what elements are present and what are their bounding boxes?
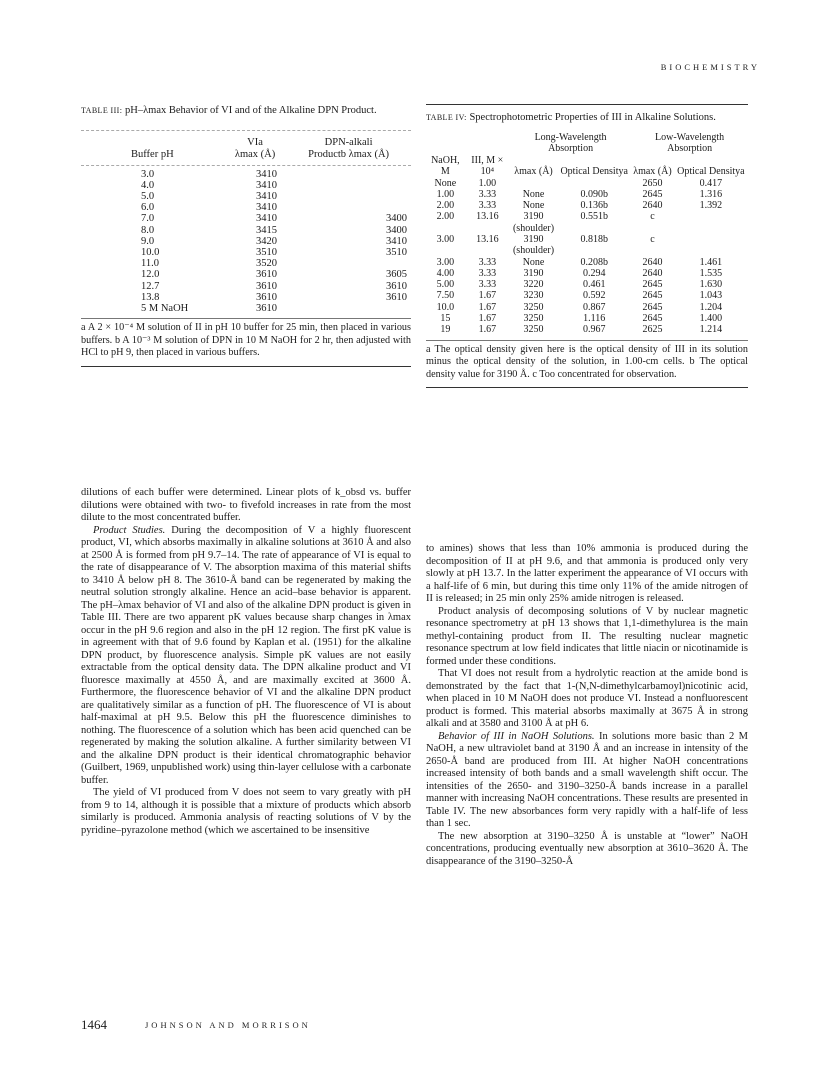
dpn-lambda-cell: 3605 (386, 269, 407, 281)
low-od-cell: 1.535 (699, 267, 723, 279)
low-lambda-cell (631, 223, 673, 234)
vi-lambda-cell: 3610 (256, 269, 277, 281)
table-row (426, 257, 748, 268)
iii-cell: 1.67 (478, 301, 497, 313)
table-row (426, 200, 748, 211)
table-row (81, 247, 411, 258)
vi-lambda-cell: 3410 (256, 179, 277, 191)
table-row (426, 268, 748, 279)
table-row (426, 211, 748, 222)
text-column-right (426, 543, 748, 868)
long-lambda-cell: 3190 (523, 211, 544, 223)
table-3-body (81, 169, 411, 315)
iii-cell: 1.67 (478, 324, 497, 336)
naoh-cell: 10.0 (436, 301, 455, 313)
table-4-footnote: a The optical density given here is the optical density of III in its solution minus the optical density of the solution, in 1.00-cm cells. b The optical density value for 3190 Å. c Too concentrated for observation. (426, 343, 748, 380)
dpn-lambda-cell: 3410 (386, 235, 407, 247)
low-od-cell (674, 234, 748, 245)
long-lambda-cell: 3190 (523, 233, 544, 245)
low-lambda-cell: 2640 (642, 200, 663, 212)
long-lambda-cell: 3250 (523, 313, 544, 325)
long-od-cell: 0.136b (580, 200, 608, 212)
naoh-cell: 2.00 (436, 200, 455, 212)
dpn-lambda-cell: 3400 (386, 213, 407, 225)
vi-lambda-cell: 3610 (256, 302, 277, 314)
vi-lambda-cell: 3510 (256, 246, 277, 258)
buffer-ph-cell: 13.8 (141, 291, 160, 303)
table-row (426, 234, 748, 245)
buffer-ph-cell: 5 M NaOH (141, 302, 189, 314)
buffer-ph-cell: 5.0 (141, 190, 155, 202)
naoh-cell: 3.00 (436, 233, 455, 245)
low-od-cell: 1.316 (699, 188, 723, 200)
long-od-cell: 0.090b (580, 188, 608, 200)
iii-cell: 13.16 (476, 233, 499, 245)
buffer-ph-cell: 4.0 (141, 179, 155, 191)
paragraph: dilutions of each buffer were determined. Linear plots of k_obsd vs. buffer dilutions were obtained with two- to fivefold increases in rate from the most dilute to the most concentrated buffer. (81, 487, 411, 523)
paragraph-text: In solutions more basic than 2 M NaOH, a new ultraviolet band at 3190 Å and an increase in intensity of the 2650-Å band are produced from III. At higher NaOH concentrations increased intensity of both bands and a small wavelength shift occur. The intensities of the 2650- and 3190–3250-Å bands increase in a parallel manner with increasing NaOH concentrations. These results are presented in Table IV. The new absorbances form very rapidly with a half-life of less than 1 sec. (426, 730, 748, 829)
table-4-label: TABLE IV: (426, 113, 467, 122)
table-row (81, 180, 411, 191)
long-lambda-cell: 3250 (523, 324, 544, 336)
table-4-title: Spectrophotometric Properties of III in Alkaline Solutions. (469, 112, 716, 123)
dpn-lambda-cell (341, 191, 411, 202)
table-row (81, 292, 411, 303)
col-od2: Optical Densitya (677, 166, 745, 177)
table-3-block (81, 104, 411, 367)
low-od-cell: 1.214 (699, 324, 723, 336)
col-lmax2: λmax (Å) (633, 166, 672, 177)
dpn-lambda-cell: 3610 (386, 291, 407, 303)
paragraph: That VI does not result from a hydrolytic reaction at the amide bond is demonstrated by the fact that 1-(N,N-dimethylcarbamoyl)nicotinic acid, when placed in 10 M NaOH does not produce VI. Instead a nonfluorescent product is formed. This material absorbs maximally at 3675 Å in strong alkali and at 3580 and 3100 Å at pH 6. (426, 668, 748, 729)
low-lambda-cell: 2650 (642, 177, 663, 189)
table-row (426, 290, 748, 301)
table-4-body (426, 178, 748, 336)
long-lambda-cell: None (522, 200, 545, 212)
buffer-ph-cell: 11.0 (141, 258, 159, 270)
dpn-lambda-cell (341, 303, 411, 314)
low-lambda-cell: 2645 (642, 301, 663, 313)
low-lambda-cell: 2645 (642, 188, 663, 200)
long-od-cell: 0.461 (582, 279, 606, 291)
iii-cell: 1.00 (478, 177, 497, 189)
table-row (81, 225, 411, 236)
iii-cell: 3.33 (478, 279, 497, 291)
low-lambda-cell: 2640 (642, 267, 663, 279)
low-lambda-cell: 2645 (642, 290, 663, 302)
long-lambda-cell: 3220 (523, 279, 544, 291)
col-dpn-sub: Productb λmax (Å) (308, 148, 390, 160)
table-3-title: pH–λmax Behavior of VI and of the Alkaline DPN Product. (124, 105, 377, 116)
long-od-cell (557, 178, 631, 189)
table-row (81, 202, 411, 213)
table-row (81, 191, 411, 202)
table-row (81, 303, 411, 314)
dpn-lambda-cell: 3400 (386, 224, 407, 236)
long-lambda-cell: 3250 (523, 301, 544, 313)
low-lambda-cell: 2645 (642, 313, 663, 325)
long-od-cell (557, 223, 631, 234)
table-row (426, 245, 748, 256)
iii-cell: 3.33 (478, 256, 497, 268)
long-lambda-cell: 3190 (523, 267, 544, 279)
iii-cell: 3.33 (478, 267, 497, 279)
dpn-lambda-cell (341, 258, 411, 269)
table-row (426, 279, 748, 290)
naoh-cell: 3.00 (436, 256, 455, 268)
buffer-ph-cell: 7.0 (141, 213, 155, 225)
col-vi-sub: λmax (Å) (234, 148, 276, 160)
paragraph-text: During the decomposition of V a highly fluorescent product, VI, which absorbs maximally in alkaline solutions at 3610 Å and also at 2500 Å is formed from pH 9.7–14. The rate of appearance of VI is equal to the rate of disappearance of V. The absorption maxima of this material shifts to 3410 Å below pH 8. The 3610-Å band can be regenerated by making the neutral solution strongly alkaline. Hence an acid–base behavior is apparent. The pH–λmax behavior of VI and also of the alkaline DPN product is given in Table III. There are two apparent pK values because sharp changes in λmax occur in the pH 9.6 region and also in the pH 12 region. The first pK value is in agreement with that of 9.6 found by Kaplan et al. (1951) for the alkaline DPN product, by fluorescence analysis. Simple pK values are not easily extractable from the optical density data. The DPN alkaline product and VI fluoresce maximally at 4550 Å, and are maximally excited at 3600 Å. Furthermore, the fluorescence behavior of VI and the alkaline DPN product are qualitatively similar as a function of pH. The fluorescence of VI is about half-maximal at pH 9.5. Below this pH the fluorescence diminishes to nothing. The fluorescence of a solution which has been acid quenched can be regenerated by making the solution alkaline. A further similarity between VI and the alkaline DPN product is their identical chromatographic behavior (Guilbert, 1969, unpublished work) using thin-layer cellulose with a carbonate buffer. (81, 524, 411, 786)
section-heading: Behavior of III in NaOH Solutions. (438, 730, 595, 742)
low-od-cell: 1.204 (699, 301, 723, 313)
vi-lambda-cell: 3415 (256, 224, 277, 236)
low-od-cell: 0.417 (699, 177, 723, 189)
low-od-cell (674, 245, 748, 256)
table-3-footnote: a A 2 × 10⁻⁴ M solution of II in pH 10 buffer for 25 min, then placed in various buffers. b A 10⁻³ M solution of DPN in 10 M NaOH for 2 hr, then adjusted with HCl to pH 9, then placed in various buffers. (81, 322, 411, 359)
dpn-lambda-cell: 3610 (386, 280, 407, 292)
table-3 (81, 137, 411, 161)
vi-lambda-cell: 3420 (256, 235, 277, 247)
buffer-ph-cell: 10.0 (141, 246, 160, 258)
long-lambda-cell: (shoulder) (512, 222, 555, 234)
buffer-ph-cell: 8.0 (141, 224, 155, 236)
naoh-cell: 5.00 (436, 279, 455, 291)
table-row (426, 324, 748, 335)
table-row (81, 258, 411, 269)
naoh-cell (426, 245, 465, 256)
paragraph: The new absorption at 3190–3250 Å is unstable at “lower” NaOH concentrations, producing eventually new absorption at 3610–3620 Å. The disappearance of the 3190–3250-Å (426, 830, 748, 867)
long-od-cell: 0.592 (582, 290, 606, 302)
col-buffer: Buffer pH (131, 148, 174, 160)
low-lambda-cell: 2645 (642, 279, 663, 291)
long-lambda-cell (510, 178, 557, 189)
naoh-cell: 4.00 (436, 267, 455, 279)
buffer-ph-cell: 12.7 (141, 280, 160, 292)
buffer-ph-cell: 9.0 (141, 235, 155, 247)
dpn-lambda-cell (341, 169, 411, 180)
buffer-ph-cell: 6.0 (141, 202, 155, 214)
group-low: Low-Wavelength Absorption (655, 131, 725, 154)
table-row (81, 236, 411, 247)
running-footer: JOHNSON AND MORRISON (145, 1020, 311, 1030)
table-row (426, 189, 748, 200)
low-lambda-cell: 2625 (642, 324, 663, 336)
iii-cell (465, 245, 510, 256)
dpn-lambda-cell: 3510 (386, 246, 407, 258)
long-od-cell: 1.116 (583, 313, 606, 325)
long-lambda-cell: 3230 (523, 290, 544, 302)
table-row (81, 213, 411, 224)
iii-cell: 1.67 (478, 290, 497, 302)
iii-cell: 1.67 (478, 313, 497, 325)
dpn-lambda-cell (341, 202, 411, 213)
table-3-caption (81, 104, 411, 118)
dpn-lambda-cell (341, 180, 411, 191)
paragraph (426, 731, 748, 831)
paragraph: Product analysis of decomposing solutions of V by nuclear magnetic resonance spectrometry at pH 13 shows that 1,1-dimethylurea is the main methyl-containing product from II. The resulting nuclear magnetic resonance spectrum at low field indicates that little niacin or nicotinamide is formed under these conditions. (426, 605, 748, 667)
vi-lambda-cell: 3410 (256, 190, 277, 202)
buffer-ph-cell: 3.0 (141, 168, 155, 180)
table-3-label: TABLE III: (81, 106, 123, 115)
vi-lambda-cell: 3410 (256, 202, 277, 214)
col-od: Optical Densitya (560, 166, 628, 177)
low-od-cell: 1.630 (699, 279, 723, 291)
table-row (426, 178, 748, 189)
iii-cell (465, 223, 510, 234)
col-lmax: λmax (Å) (514, 166, 553, 177)
long-od-cell: 0.967 (582, 324, 606, 336)
table-4-caption (426, 111, 748, 125)
low-lambda-cell: c (650, 233, 655, 245)
journal-name: BIOCHEMISTRY (660, 62, 760, 72)
section-heading: Product Studies. (93, 524, 166, 536)
iii-cell: 3.33 (478, 188, 497, 200)
low-od-cell (674, 211, 748, 222)
vi-lambda-cell: 3610 (256, 291, 277, 303)
table-row (81, 169, 411, 180)
naoh-cell: 1.00 (436, 188, 455, 200)
group-long: Long-Wavelength Absorption (534, 131, 607, 154)
long-od-cell: 0.208b (580, 256, 608, 268)
long-lambda-cell: None (522, 188, 545, 200)
vi-lambda-cell: 3520 (256, 258, 277, 270)
naoh-cell: 19 (440, 324, 451, 336)
paragraph: to amines) shows that less than 10% ammonia is produced during the decomposition of II at pH 9.6, and that ammonia is produced only very slowly at pH 13.7. In the latter experiment the appearance of VI occurs with a half-life of 6 min, but during this time only 11% of the amide nitrogen of II is released; in 25 min only 25% amide nitrogen is released. (426, 543, 748, 604)
table-row (81, 269, 411, 280)
col-dpn: DPN-alkali (324, 136, 373, 148)
low-lambda-cell: c (650, 211, 655, 223)
iii-cell: 13.16 (476, 211, 499, 223)
naoh-cell: 7.50 (436, 290, 455, 302)
iii-cell: 3.33 (478, 200, 497, 212)
low-od-cell: 1.461 (699, 256, 723, 268)
page-number: 1464 (81, 1017, 107, 1032)
long-od-cell (557, 245, 631, 256)
naoh-cell: 15 (440, 313, 451, 325)
long-lambda-cell: (shoulder) (512, 245, 555, 257)
paragraph: The yield of VI produced from V does not seem to vary greatly with pH from 9 to 14, although it is possible that a mixture of products which absorb similarly is produced. Ammonia analysis of reacting solutions of V by the pyridine–pyrazolone method (which we ascertained to be insensitive (81, 787, 411, 836)
long-od-cell: 0.551b (580, 211, 608, 223)
naoh-cell (426, 223, 465, 234)
table-row (426, 302, 748, 313)
low-lambda-cell: 2640 (642, 256, 663, 268)
low-lambda-cell (631, 245, 673, 256)
vi-lambda-cell: 3410 (256, 168, 277, 180)
table-row (81, 281, 411, 292)
naoh-cell: 2.00 (436, 211, 455, 223)
long-od-cell: 0.867 (582, 301, 606, 313)
col-vi: VIa (247, 136, 263, 148)
vi-lambda-cell: 3410 (256, 213, 277, 225)
col-iii: III, M × 10⁴ (471, 154, 504, 177)
table-4 (426, 132, 748, 336)
low-od-cell: 1.400 (699, 313, 723, 325)
long-lambda-cell: None (522, 256, 545, 268)
long-od-cell: 0.818b (580, 233, 608, 245)
vi-lambda-cell: 3610 (256, 280, 277, 292)
text-column-left (81, 487, 411, 837)
table-4-block (426, 104, 748, 388)
col-naoh: NaOH, M (431, 154, 460, 177)
table-row (426, 313, 748, 324)
low-od-cell: 1.043 (699, 290, 723, 302)
table-row (426, 223, 748, 234)
naoh-cell: None (434, 177, 457, 189)
long-od-cell: 0.294 (582, 267, 606, 279)
low-od-cell: 1.392 (699, 200, 723, 212)
buffer-ph-cell: 12.0 (141, 269, 160, 281)
paragraph (81, 525, 411, 788)
low-od-cell (674, 223, 748, 234)
